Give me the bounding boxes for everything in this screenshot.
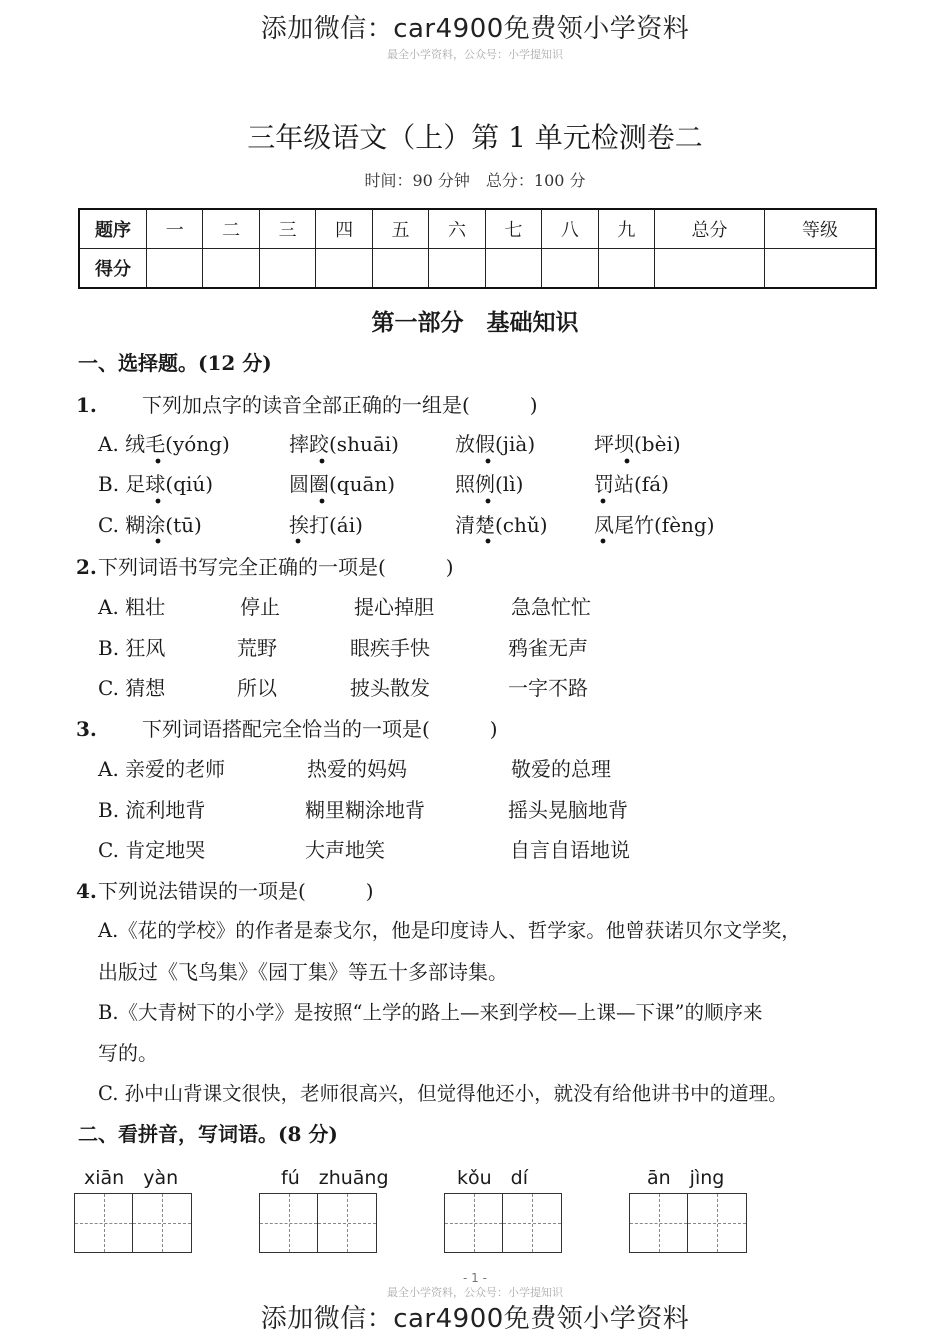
score-col: 八 — [542, 209, 598, 249]
q2-c3: 披头散发 — [350, 676, 430, 700]
writing-cell[interactable] — [133, 1194, 191, 1252]
q2-c1: C. 猜想 — [98, 676, 166, 700]
section2-heading: 二、看拼音，写词语。(8 分) — [78, 1122, 338, 1146]
q3-stem: 下列词语搭配完全恰当的一项是( ) — [142, 717, 498, 741]
q4-number: 4. — [76, 879, 97, 903]
score-col: 七 — [485, 209, 541, 249]
emphasis-dot — [320, 499, 325, 504]
writing-grid-1[interactable] — [74, 1193, 192, 1253]
q2-c2: 所以 — [237, 676, 277, 700]
score-col: 等级 — [765, 209, 876, 249]
emphasis-dot — [486, 459, 491, 464]
watermark-bottom: 添加微信：car4900免费领小学资料 — [260, 1304, 690, 1334]
emphasis-dot — [486, 539, 491, 544]
q2-number: 2. — [76, 555, 97, 579]
q2-a1: A. 粗壮 — [98, 595, 166, 619]
writing-cell[interactable] — [630, 1194, 688, 1252]
pinyin-4: ān jìng — [647, 1167, 725, 1189]
emphasis-dot — [156, 459, 161, 464]
q1-stem: 下列加点字的读音全部正确的一组是( ) — [142, 393, 538, 417]
score-col: 一 — [147, 209, 203, 249]
section1-heading: 一、选择题。(12 分) — [78, 351, 272, 375]
q4-stem-line — [76, 875, 374, 904]
score-col: 总分 — [655, 209, 765, 249]
q3-a1: A. 亲爱的老师 — [98, 757, 226, 781]
q1-b3: 照例(lì) — [455, 472, 524, 496]
score-col: 九 — [598, 209, 654, 249]
watermark-top: 添加微信：car4900免费领小学资料 — [260, 14, 690, 44]
q4-option-b-line2: 写的。 — [98, 1041, 158, 1065]
q1-a2: 摔跤(shuāi) — [289, 432, 399, 456]
writing-cell[interactable] — [503, 1194, 561, 1252]
emphasis-dot — [296, 539, 301, 544]
q1-c2: 挨打(ái) — [289, 513, 363, 537]
q3-c2: 大声地笑 — [305, 838, 385, 862]
writing-grid-4[interactable] — [629, 1193, 747, 1253]
q3-a3: 敬爱的总理 — [511, 757, 611, 781]
emphasis-dot — [156, 499, 161, 504]
q1-c3: 清楚(chǔ) — [455, 513, 548, 537]
page-title: 三年级语文（上）第 1 单元检测卷二 — [247, 121, 703, 154]
q2-a3: 提心掉胆 — [354, 595, 434, 619]
writing-cell[interactable] — [445, 1194, 503, 1252]
q3-number: 3. — [76, 717, 97, 741]
emphasis-dot — [486, 499, 491, 504]
score-col: 二 — [203, 209, 259, 249]
writing-grid-2[interactable] — [259, 1193, 377, 1253]
q3-b1: B. 流利地背 — [98, 798, 206, 822]
q4-option-a-line2: 出版过《飞鸟集》《园丁集》等五十多部诗集。 — [98, 960, 508, 984]
emphasis-dot — [156, 539, 161, 544]
q1-b2: 圆圈(quān) — [289, 472, 396, 496]
q4-option-c: C. 孙中山背课文很快，老师很高兴，但觉得他还小，就没有给他讲书中的道理。 — [98, 1082, 788, 1105]
emphasis-dot — [601, 539, 606, 544]
writing-cell[interactable] — [260, 1194, 318, 1252]
q1-a1: A. 绒毛(yóng) — [98, 432, 230, 456]
emphasis-dot — [625, 459, 630, 464]
page-number: - 1 - — [463, 1271, 487, 1285]
faint-footer: 最全小学资料，公众号：小学提知识 — [387, 1286, 563, 1299]
score-table-row1-head: 题序 — [79, 209, 147, 249]
q1-a4: 坪坝(bèi) — [594, 432, 681, 456]
q2-stem: 下列词语书写完全正确的一项是( ) — [98, 555, 454, 579]
q1-c4: 凤尾竹(fèng) — [594, 513, 715, 537]
q3-b3: 摇头晃脑地背 — [508, 798, 628, 822]
writing-cell[interactable] — [688, 1194, 746, 1252]
q1-b4: 罚站(fá) — [594, 472, 669, 496]
q2-a4: 急急忙忙 — [511, 595, 591, 619]
pinyin-1: xiān yàn — [84, 1167, 179, 1189]
q3-stem-line — [76, 713, 498, 742]
score-col: 四 — [316, 209, 372, 249]
emphasis-dot — [601, 499, 606, 504]
q2-b2: 荒野 — [237, 636, 277, 660]
q2-stem-line — [76, 551, 454, 580]
score-col: 五 — [372, 209, 428, 249]
writing-grid-3[interactable] — [444, 1193, 562, 1253]
q1-c1: C. 糊涂(tū) — [98, 513, 202, 537]
q2-a2: 停止 — [240, 595, 280, 619]
pinyin-3: kǒu dí — [457, 1167, 529, 1189]
q2-b1: B. 狂风 — [98, 636, 166, 660]
q1-a3: 放假(jià) — [455, 432, 536, 456]
q3-c1: C. 肯定地哭 — [98, 838, 206, 862]
q2-b3: 眼疾手快 — [350, 636, 430, 660]
exam-meta: 时间：90 分钟 总分：100 分 — [364, 171, 586, 190]
q3-b2: 糊里糊涂地背 — [305, 798, 425, 822]
q2-b4: 鸦雀无声 — [508, 636, 588, 660]
q4-option-b-line1: B.《大青树下的小学》是按照“上学的路上—来到学校—上课—下课”的顺序来 — [98, 1001, 763, 1024]
part1-title: 第一部分 基础知识 — [371, 309, 579, 336]
q4-option-a-line1: A.《花的学校》的作者是泰戈尔，他是印度诗人、哲学家。他曾获诺贝尔文学奖， — [98, 919, 801, 942]
pinyin-2: fú zhuāng — [281, 1167, 389, 1189]
score-col: 三 — [259, 209, 315, 249]
q4-stem: 下列说法错误的一项是( ) — [98, 879, 374, 903]
q3-c3: 自言自语地说 — [510, 838, 630, 862]
q1-number: 1. — [76, 393, 97, 417]
score-col: 六 — [429, 209, 485, 249]
q2-c4: 一字不路 — [508, 676, 588, 700]
writing-cell[interactable] — [318, 1194, 376, 1252]
faint-header: 最全小学资料，公众号：小学提知识 — [387, 48, 563, 61]
q1-b1: B. 足球(qiú) — [98, 472, 214, 496]
q3-a2: 热爱的妈妈 — [307, 757, 407, 781]
emphasis-dot — [320, 459, 325, 464]
score-table-row2-head: 得分 — [79, 249, 147, 289]
writing-cell[interactable] — [75, 1194, 133, 1252]
